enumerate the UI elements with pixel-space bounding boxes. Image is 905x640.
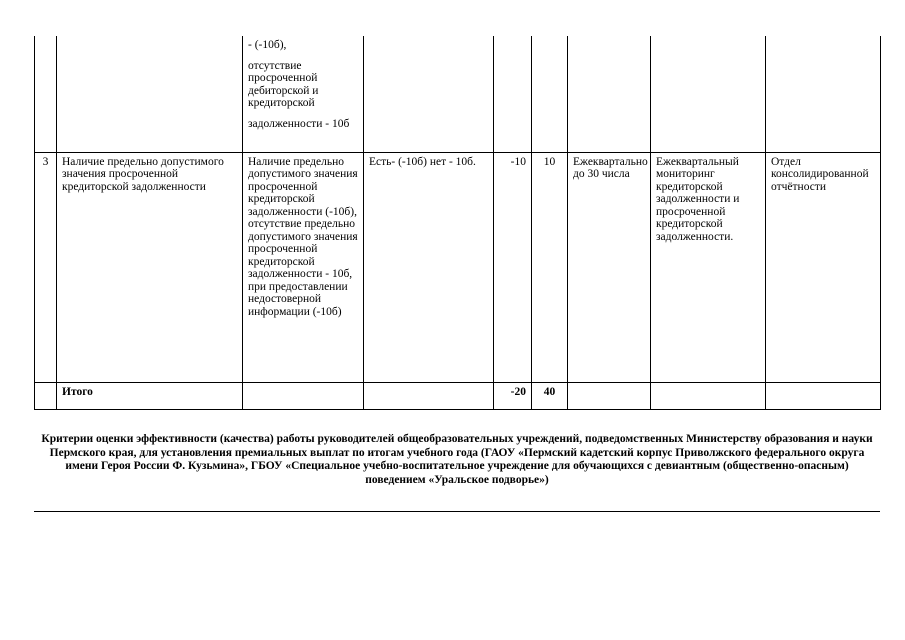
cell-period — [568, 382, 651, 409]
cell-indicator — [57, 36, 243, 152]
cell-num — [35, 382, 57, 409]
cell-max — [532, 36, 568, 152]
cell-responsible — [766, 36, 881, 152]
total-max: 40 — [532, 382, 568, 409]
cell-min: -10 — [494, 152, 532, 382]
total-label: Итого — [57, 382, 243, 409]
criteria-line: отсутствие просроченной дебиторской и кредиторской — [248, 59, 319, 109]
table-row-3 — [35, 152, 881, 382]
horizontal-rule — [34, 511, 880, 512]
cell-max: 10 — [532, 152, 568, 382]
cell-period — [568, 36, 651, 152]
cell-criteria — [243, 36, 364, 152]
cell-num — [35, 36, 57, 152]
cell-source: Ежеквартальный мониторинг кредиторской задолженности и просроченной кредиторской задолженности. — [651, 152, 766, 382]
cell-criteria: Наличие предельно допустимого значения просроченной кредиторской задолженности (-10б), отсутствие предельно допустимого значения просроченной кредиторской задолженности - 10б, при предоставлении недостоверной информации (-10б) — [243, 152, 364, 382]
cell-source — [651, 36, 766, 152]
cell-source — [651, 382, 766, 409]
cell-scoring — [364, 36, 494, 152]
cell-scoring: Есть- (-10б) нет - 10б. — [364, 152, 494, 382]
total-min: -20 — [494, 382, 532, 409]
section-caption: Критерии оценки эффективности (качества) работы руководителей общеобразовательных учреждений, подведомственных Министерству образования и науки Пермского края, для установления премиальных выплат по итогам учебного года (ГАОУ «Пермский кадетский корпус Приволжского федерального округа имени Героя России Ф. Кузьмина», ГБОУ «Специальное учебно-воспитательное учреждение для обучающихся с девиантным (общественно-опасным) поведением «Уральское подворье») — [41, 433, 873, 486]
cell-scoring — [364, 382, 494, 409]
cell-min — [494, 36, 532, 152]
cell-period: Ежеквартально до 30 числа — [568, 152, 651, 382]
cell-responsible: Отдел консолидированной отчётности — [766, 152, 881, 382]
cell-criteria — [243, 382, 364, 409]
table-row-continued — [35, 36, 881, 152]
criteria-line: задолженности - 10б — [248, 117, 350, 130]
criteria-line: - (-10б), — [248, 39, 287, 51]
table-row-total — [35, 382, 881, 409]
cell-responsible — [766, 382, 881, 409]
cell-num: 3 — [35, 152, 57, 382]
cell-indicator: Наличие предельно допустимого значения просроченной кредиторской задолженности — [57, 152, 243, 382]
criteria-table — [34, 36, 881, 410]
